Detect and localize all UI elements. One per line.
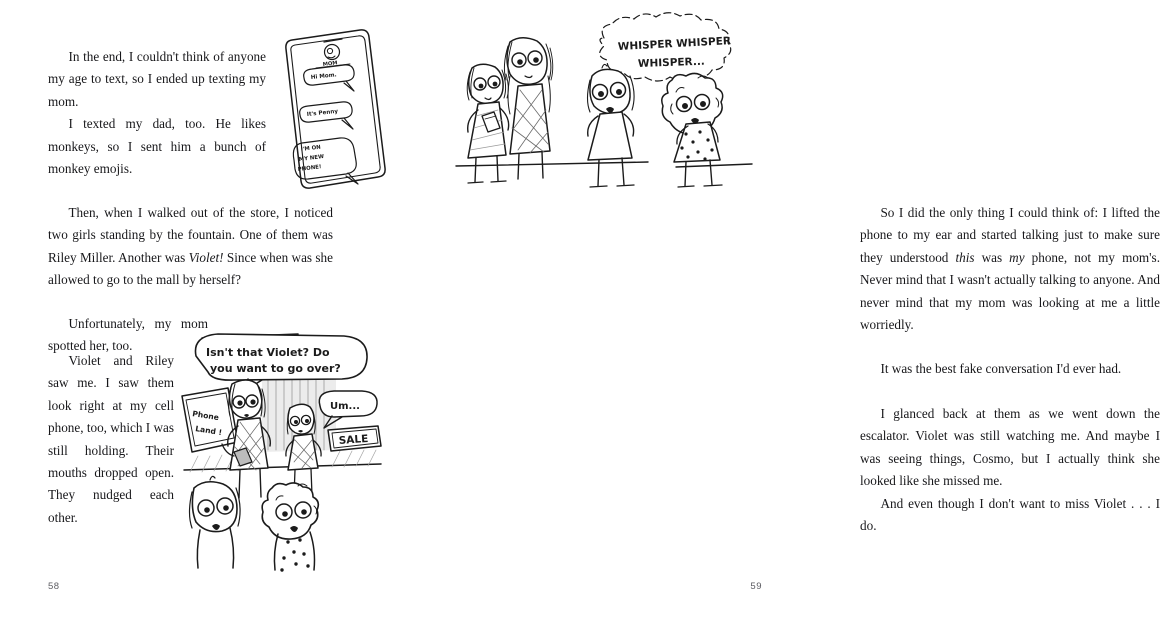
paragraph: In the end, I couldn't think of anyone my age to text, so I ended up texting my mom. xyxy=(48,49,266,109)
svg-text:Isn't that Violet? Do: Isn't that Violet? Do xyxy=(206,346,330,359)
page-number-right: 59 xyxy=(750,581,762,592)
left-page-paragraph-group-4 xyxy=(48,350,174,529)
cell-phone-illustration xyxy=(268,18,390,206)
paragraph-text-cont: Since when was she allowed to go to the mall by herself? xyxy=(48,249,334,288)
svg-text:MOM: MOM xyxy=(322,60,338,68)
svg-text:Um...: Um... xyxy=(330,401,360,412)
left-page xyxy=(0,0,405,620)
svg-text:Hi Mom.: Hi Mom. xyxy=(310,72,337,81)
italic-emphasis: Violet! xyxy=(188,249,224,265)
right-page-paragraph-group-4 xyxy=(860,493,1160,538)
paragraph: And even though I don't want to miss Violet . . . I do. xyxy=(860,496,1160,534)
paragraph: It was the best fake conversation I'd ever had. xyxy=(880,361,1122,376)
svg-text:Phone: Phone xyxy=(191,409,220,423)
paragraph: I glanced back at them as we went down the escalator. Violet was still watching me. And maybe I was seeing things, Cosmo, but I actually think she looked like she missed me. xyxy=(860,406,1160,489)
right-page-paragraph-group-3 xyxy=(860,403,1160,493)
italic-emphasis-my: my xyxy=(1009,249,1025,265)
svg-text:SALE: SALE xyxy=(338,432,369,447)
paragraph-text: So I did the only thing I could think of: I lifted the phone to my ear and started talking just to make sure they understood xyxy=(860,205,1160,265)
left-page-paragraph-group-1 xyxy=(48,46,266,180)
left-page-paragraph-group-2 xyxy=(48,202,333,292)
svg-text:Land !: Land ! xyxy=(194,424,223,438)
whisper-scene-illustration xyxy=(452,24,772,192)
svg-text:I'M ON: I'M ON xyxy=(300,144,322,153)
mall-scene-illustration xyxy=(176,330,388,570)
paragraph-text-tail: phone, not my mom's. Never mind that I wasn't actually talking to anyone. And never mind that my mom was looking at me a little worriedly. xyxy=(860,249,1160,333)
paragraph-text-mid: was xyxy=(974,249,1010,265)
svg-text:you want to go over?: you want to go over? xyxy=(210,362,341,375)
italic-emphasis-this: this xyxy=(955,249,975,265)
svg-text:WHISPER...: WHISPER... xyxy=(637,55,706,70)
right-page-paragraph-group-1 xyxy=(860,202,1160,336)
paragraph xyxy=(48,202,333,292)
svg-text:It's Penny: It's Penny xyxy=(306,108,339,118)
svg-text:MY NEW: MY NEW xyxy=(298,153,325,163)
paragraph xyxy=(860,202,1160,336)
svg-text:PHONE!: PHONE! xyxy=(297,164,322,173)
paragraph: Violet and Riley saw me. I saw them look right at my cell phone, too, which I was still holding. Their mouths dropped open. They nudged each other. xyxy=(48,353,174,525)
right-page-paragraph-group-2 xyxy=(860,358,1160,380)
paragraph: Unfortunately, my mom spotted her, too. xyxy=(48,316,208,354)
page-number-left: 58 xyxy=(48,581,60,592)
paragraph: I texted my dad, too. He likes monkeys, so I sent him a bunch of monkey emojis. xyxy=(48,116,266,177)
svg-text:WHISPER WHISPER: WHISPER WHISPER xyxy=(617,35,732,53)
paragraph-text: Then, when I walked out of the store, I noticed two girls standing by the fountain. One of them was Riley Miller. Another was xyxy=(48,205,333,265)
